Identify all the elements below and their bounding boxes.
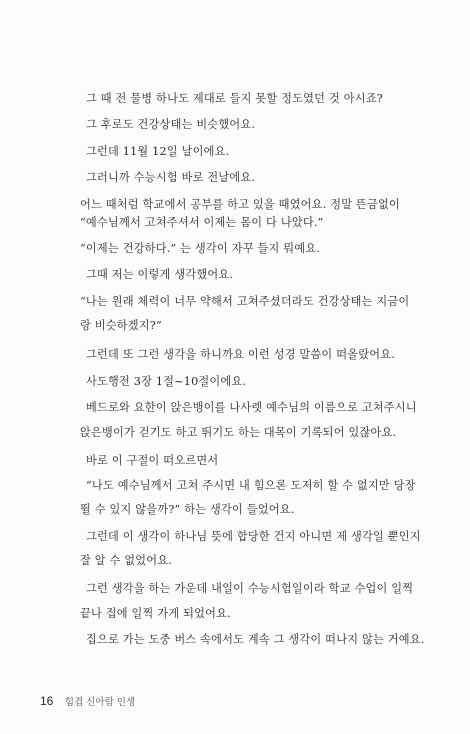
text-line: 앉은뱅이가 걷기도 하고 뛰기도 하는 대목이 기록되어 있잖아요.	[80, 426, 397, 439]
text-line: 랑 비슷하겠지?”	[80, 319, 162, 332]
text-line: “나도 예수님께서 고쳐 주시면 내 힘으론 도저히 할 수 없지만 당장	[86, 479, 416, 492]
text-line: 잘 알 수 없었어요.	[80, 554, 173, 567]
text-line: 그런데 이 생각이 하나님 뜻에 합당한 건지 아니면 제 생각일 뿐인지	[86, 530, 421, 543]
text-line: “이제는 건강하다.” 는 생각이 자꾸 들지 뭐예요.	[80, 242, 321, 255]
text-line: 베드로와 요한이 앉은뱅이를 나사렛 예수님의 이름으로 고쳐주시니	[86, 401, 417, 414]
text-line: 끝나 집에 일찍 가게 되었어요.	[80, 607, 231, 620]
text-line: 그런데 11월 12일 날이에요.	[86, 145, 230, 158]
text-line: 그러니까 수능시험 바로 전날에요.	[86, 171, 256, 184]
text-line: 그 후로도 건강상태는 비슷했어요.	[86, 118, 256, 131]
text-line: 그때 저는 이렇게 생각했어요.	[86, 268, 234, 281]
text-line: 그런데 또 그런 생각을 하니까요 이런 성경 말씀이 떠올랐어요.	[86, 348, 395, 361]
page-footer	[40, 694, 135, 708]
text-line: 집으로 가는 도중 버스 속에서도 계속 그 생각이 떠나지 않는 거예요.	[86, 633, 425, 646]
text-line: “예수님께서 고쳐주셔서 이제는 몸이 다 나았다.”	[80, 216, 324, 229]
text-line: 그런 생각을 하는 가운데 내일이 수능시험일이라 학교 수업이 일찍	[86, 582, 414, 595]
text-line: “나는 원래 체력이 너무 약해서 고쳐주셨더라도 건강상태는 지금이	[80, 295, 410, 308]
text-line: 바로 이 구절이 떠오르면서	[86, 454, 219, 467]
text-line: 어느 때처럼 학교에서 공부를 하고 있을 때였어요. 정말 뜬금없이	[80, 198, 400, 211]
page-number: 16	[40, 694, 54, 708]
text-line: 그 때 전 물병 하나도 제대로 들지 못할 정도였던 것 아시죠?	[86, 92, 383, 105]
text-line: 뛸 수 있지 않을까?” 하는 생각이 들었어요.	[80, 503, 295, 516]
text-line: 사도행전 3장 1절~10절이에요.	[86, 375, 247, 388]
running-title: 힘겹 신아람 인생	[64, 697, 136, 708]
